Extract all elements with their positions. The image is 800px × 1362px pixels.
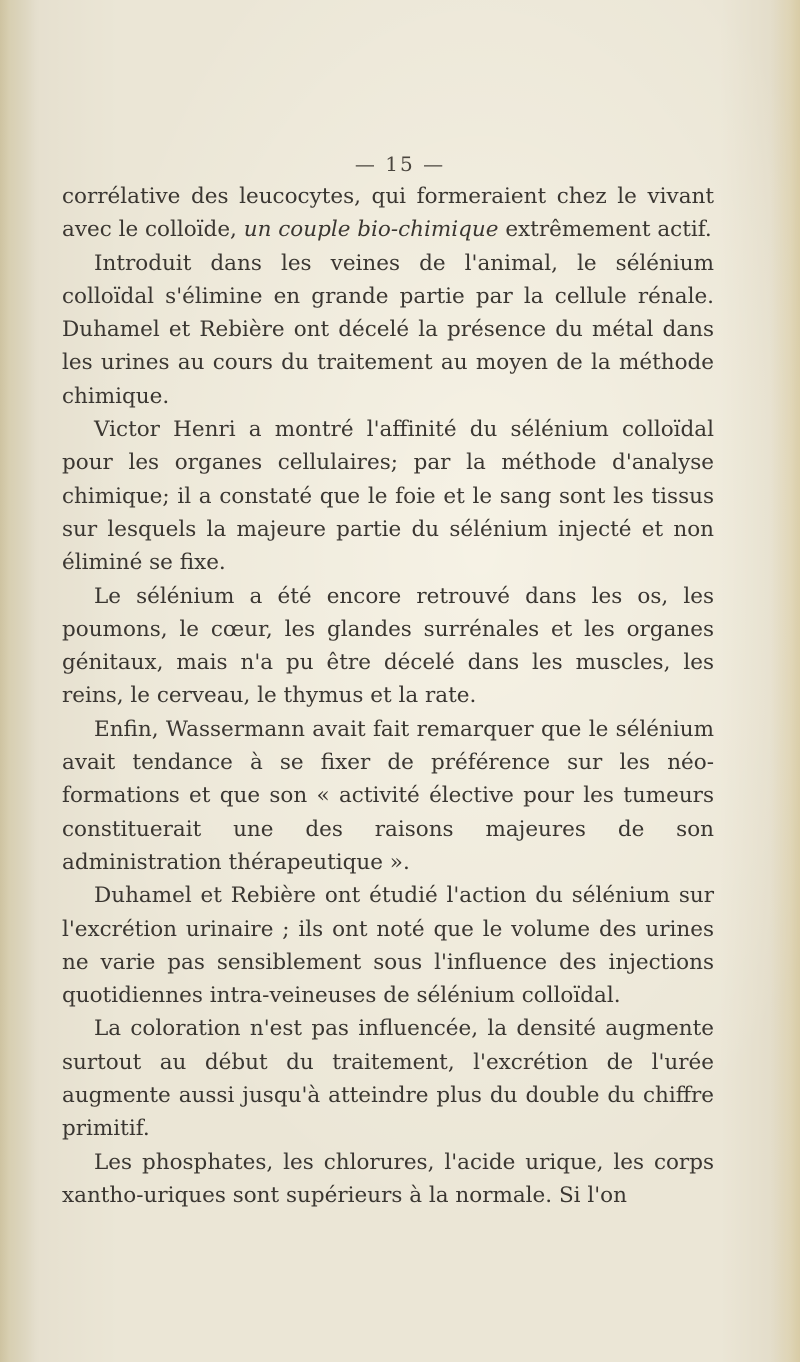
- page-edge-left-shading: [0, 0, 36, 1362]
- paragraph: [62, 247, 714, 413]
- page-number: — 15 —: [354, 152, 446, 176]
- text-run: Le sélénium a été encore retrouvé dans les os, les poumons, le cœur, les glandes surrénales et les organes génitaux, mais n'a pu être décelé dans les muscles, les reins, le cerveau, le thymus et la rate.: [62, 583, 714, 709]
- paragraph: [62, 1012, 714, 1145]
- paragraph: [62, 1146, 714, 1213]
- text-run: extrêmement actif.: [498, 217, 712, 243]
- paragraph: [62, 580, 714, 713]
- paragraph: [62, 180, 714, 247]
- text-run: Victor Henri a montré l'affinité du sélénium colloïdal pour les organes cellulaires; par la méthode d'analyse chimique; il a constaté que le foie et le sang sont les tissus sur lesquels la majeure partie du sélénium injecté et non éliminé se fixe.: [62, 417, 714, 576]
- paragraph: [62, 713, 714, 879]
- text-run: corrélative des leucocytes, qui formeraient chez le vivant avec le colloïde,: [62, 184, 714, 243]
- body-text: [62, 180, 714, 1212]
- paragraph: [62, 879, 714, 1012]
- text-run: Enfin, Wassermann avait fait remarquer que le sélénium avait tendance à se fixer de préférence sur les néo-formations et que son « activité élective pour les tumeurs constituerait une des raisons majeures de son administration thérapeutique ».: [62, 716, 714, 875]
- text-run: La coloration n'est pas influencée, la densité augmente surtout au début du traitement, l'excrétion de l'urée augmente aussi jusqu'à atteindre plus du double du chiffre primitif.: [62, 1016, 714, 1142]
- paragraph: [62, 413, 714, 579]
- page-edge-right-shading: [770, 0, 800, 1362]
- italic-text-run: un couple bio-chimique: [243, 217, 499, 243]
- text-run: Introduit dans les veines de l'animal, le sélénium colloïdal s'élimine en grande partie par la cellule rénale. Duhamel et Rebière ont décelé la présence du métal dans les urines au cours du traitement au moyen de la méthode chimique.: [62, 250, 714, 409]
- text-run: Duhamel et Rebière ont étudié l'action du sélénium sur l'excrétion urinaire ; ils ont noté que le volume des urines ne varie pas sensiblement sous l'influence des injections quotidiennes intra-veineuses de sélénium colloïdal.: [62, 883, 714, 1009]
- text-run: Les phosphates, les chlorures, l'acide urique, les corps xantho-uriques sont supérieurs à la normale. Si l'on: [62, 1149, 714, 1208]
